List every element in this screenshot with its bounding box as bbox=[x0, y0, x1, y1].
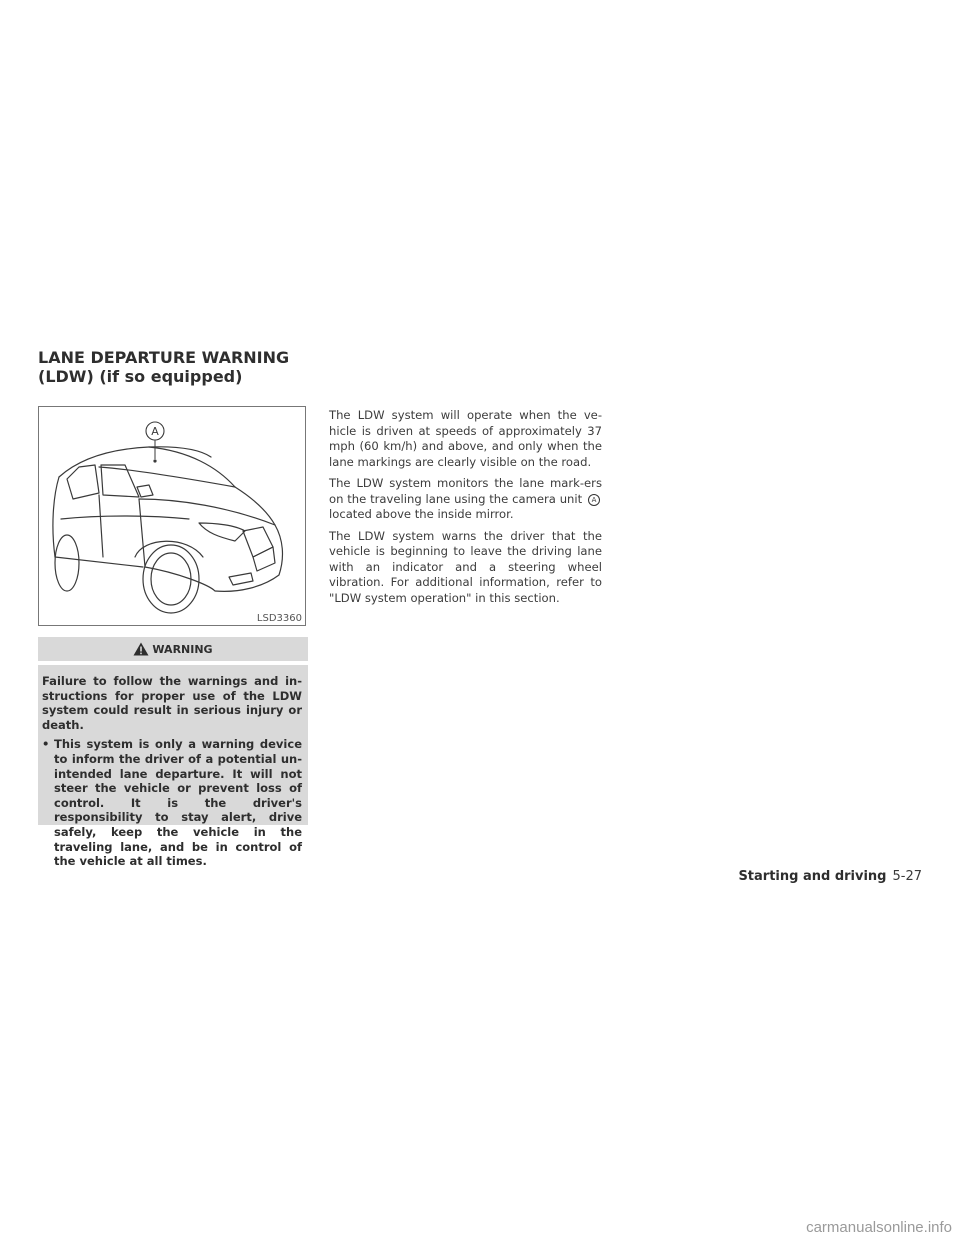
page-number: 5-27 bbox=[892, 869, 922, 884]
camera-text-after: located above the inside mirror. bbox=[329, 507, 514, 521]
warning-body bbox=[38, 665, 308, 869]
callout-a-icon: A bbox=[588, 494, 600, 506]
vehicle-line-drawing bbox=[39, 407, 305, 625]
vehicle-camera-illustration bbox=[38, 406, 306, 626]
warning-header bbox=[38, 637, 308, 661]
figure-label: LSD3360 bbox=[256, 613, 302, 624]
paragraph-camera bbox=[329, 476, 602, 523]
warning-title: WARNING bbox=[152, 642, 213, 656]
figure-callout-a: A bbox=[151, 425, 159, 438]
warning-triangle-icon bbox=[133, 642, 149, 656]
paragraph-operation: The LDW system will operate when the ve-hicle is driven at speeds of approximately 37 mph (60 km/h) and above, and only when the lane markings are clearly visible on the road. bbox=[329, 408, 602, 469]
body-text bbox=[329, 408, 602, 612]
warning-bullet-text: This system is only a warning device to inform the driver of a potential un-intended lane departure. It will not steer the vehicle or prevent loss of control. It is the driver's responsibility to stay alert, drive safely, keep the vehicle in the traveling lane, and be in control of the vehicle at all times. bbox=[54, 737, 302, 869]
paragraph-warning: The LDW system warns the driver that the vehicle is beginning to leave the driving lane with an indicator and a steering wheel vibration. For additional information, refer to "LDW system operation" in this section. bbox=[329, 528, 602, 605]
camera-text-before: The LDW system monitors the lane mark-ers on the traveling lane using the camera unit bbox=[329, 476, 602, 506]
section-heading: LANE DEPARTURE WARNING (LDW) (if so equipped) bbox=[38, 348, 290, 386]
watermark: carmanualsonline.info bbox=[806, 1219, 952, 1236]
footer-section-name: Starting and driving bbox=[738, 869, 887, 884]
page-footer bbox=[738, 869, 922, 884]
warning-intro: Failure to follow the warnings and in-structions for proper use of the LDW system could result in serious injury or death. bbox=[42, 674, 302, 732]
warning-bullet bbox=[42, 737, 302, 868]
bullet-mark: • bbox=[42, 737, 50, 752]
